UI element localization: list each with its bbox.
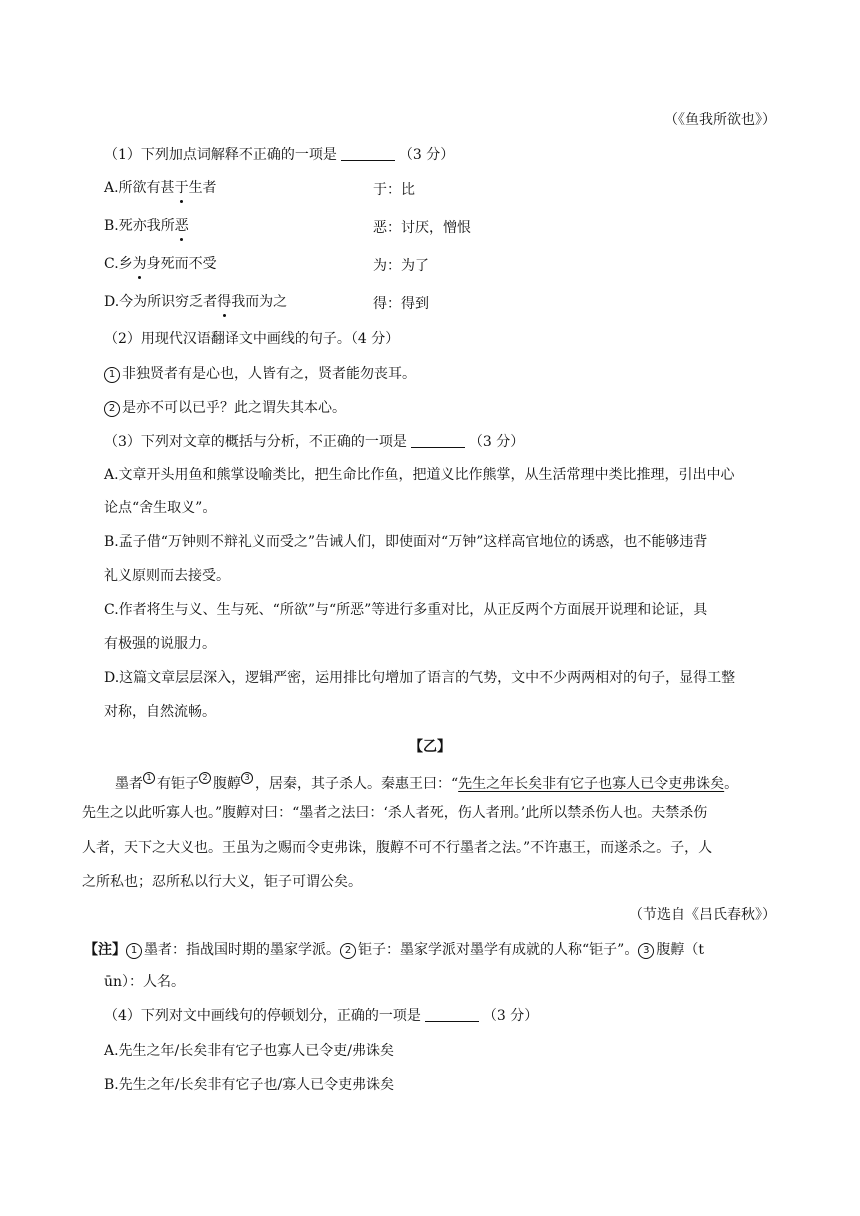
answer-blank[interactable] <box>341 146 395 161</box>
option-c: C.乡为身死而不受 <box>104 256 217 272</box>
question-3-stem: （3）下列对文章的概括与分析，不正确的一项是 （3 分） <box>104 434 525 450</box>
question-1-stem: （1）下列加点词解释不正确的一项是 （3 分） <box>104 147 455 163</box>
answer-blank[interactable] <box>411 433 465 448</box>
option-d: D.今为所识穷乏者得我而为之 <box>104 294 288 310</box>
q3-option-b-line2: 礼义原则而去接受。 <box>104 568 230 584</box>
q4-option-a: A.先生之年/长矣非有它子也寡人已令吏/弗诛矣 <box>104 1043 394 1059</box>
q3-option-b-line1: B.孟子借“万钟则不辩礼义而受之”告诫人们，即使面对“万钟”这样高官地位的诱惑，也不能够违背 <box>104 534 708 550</box>
option-a-gloss: 于：比 <box>373 182 415 198</box>
q3-option-a-line1: A.文章开头用鱼和熊掌设喻类比，把生命比作鱼，把道义比作熊掌，从生活常理中类比推理，引出中心 <box>104 467 735 483</box>
passage-line-3: 人者，天下之大义也。王虽为之赐而令吏弗诛，腹䵍不可不行墨者之法。”不许惠王，而遂杀之。子，人 <box>82 840 713 856</box>
passage-line-4: 之所私也；忍所私以行大义，钜子可谓公矣。 <box>82 874 362 890</box>
translate-item-2: 2 是亦不可以已乎？此之谓失其本心。 <box>104 398 346 418</box>
option-a: A.所欲有甚于生者 <box>104 180 217 196</box>
source-citation-2: （节选自《吕氏春秋》） <box>629 907 776 923</box>
q3-option-d-line2: 对称，自然流畅。 <box>104 704 216 720</box>
underlined-sentence: 先生之年长矣非有它子也寡人已令吏弗诛矣 <box>458 776 725 792</box>
q3-option-a-line2: 论点“舍生取义”。 <box>104 500 217 516</box>
passage-line-1: 墨者 $^1$ 有钜子 $^2$ 腹䵍 $^3$ ，居秦，其子杀人。秦惠王曰：“先生之年长矣非有它子也寡人已令吏弗诛矣。 <box>115 773 739 792</box>
question-4-stem: （4）下列对文中画线句的停顿划分，正确的一项是 （3 分） <box>104 1008 539 1024</box>
answer-blank[interactable] <box>425 1007 479 1022</box>
note-line-1: 【注】 1 墨者：指战国时期的墨家学派。 2 钜子：墨家学派对墨学有成就的人称“钜子”。 3 腹䵍（t <box>84 942 704 958</box>
passage-line-2: 先生之以此听寡人也。”腹䵍对曰：“墨者之法曰：‘杀人者死，伤人者刑。’此所以禁杀伤人也。夫禁杀伤 <box>82 805 708 821</box>
translate-item-1: 1 非独贤者有是心也，人皆有之，贤者能勿丧耳。 <box>104 364 416 384</box>
q3-option-c-line2: 有极强的说服力。 <box>104 636 216 652</box>
q3-option-d-line1: D.这篇文章层层深入，逻辑严密，运用排比句增加了语言的气势，文中不少两两相对的句子，显得工整 <box>104 670 736 686</box>
option-d-gloss: 得：得到 <box>373 296 429 312</box>
question-2-stem: （2）用现代汉语翻译文中画线的句子。（4 分） <box>104 331 400 347</box>
q3-option-c-line1: C.作者将生与义、生与死、“所欲”与“所恶”等进行多重对比，从正反两个方面展开说理和论证，具 <box>104 602 708 618</box>
option-b: B.死亦我所恶 <box>104 218 189 234</box>
option-c-gloss: 为：为了 <box>373 258 429 274</box>
q4-option-b: B.先生之年/长矣非有它子也/寡人已令吏弗诛矣 <box>104 1077 395 1093</box>
note-line-2: ūn）：人名。 <box>104 974 186 990</box>
option-b-gloss: 恶：讨厌，憎恨 <box>373 220 471 236</box>
section-title: 【乙】 <box>409 739 451 755</box>
source-citation: （《鱼我所欲也》） <box>664 112 776 128</box>
